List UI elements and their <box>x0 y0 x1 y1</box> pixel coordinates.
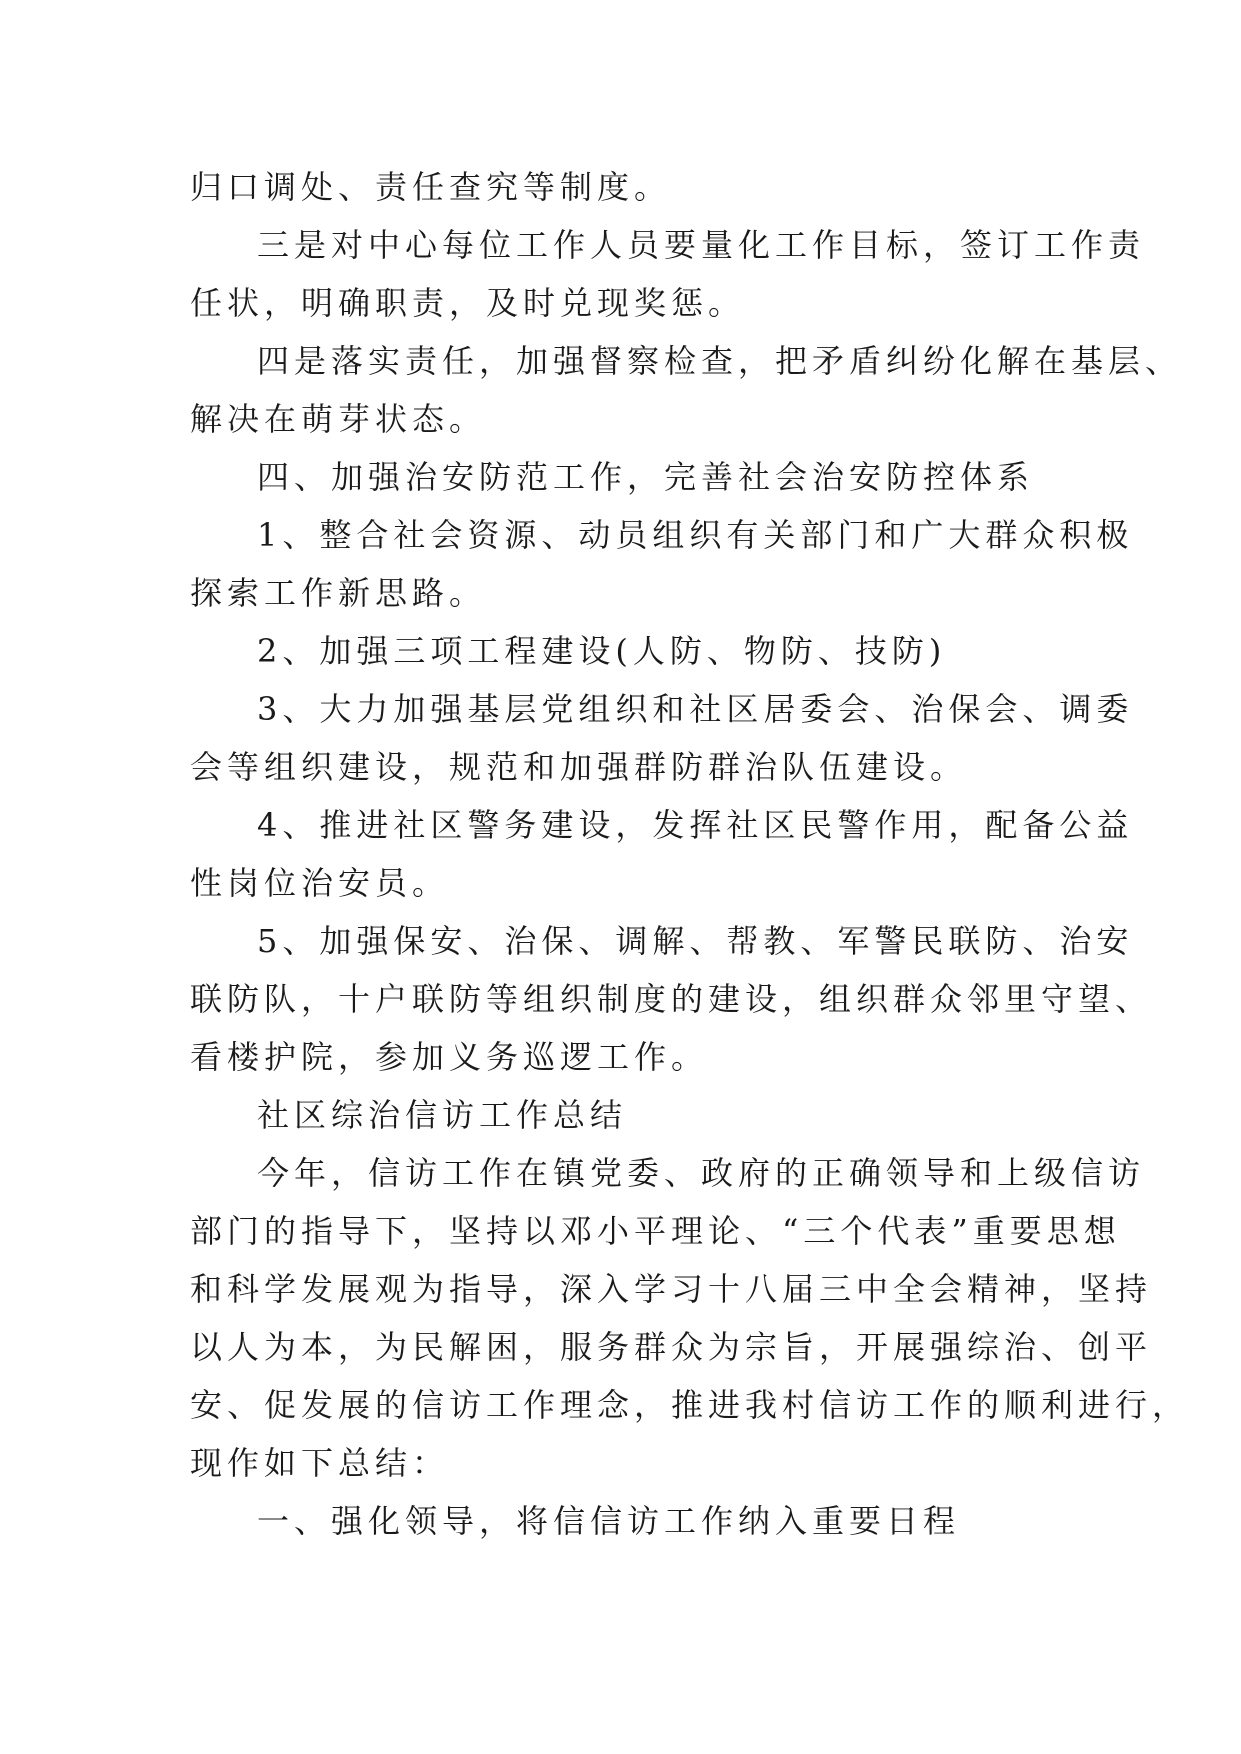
text-line: 四是落实责任，加强督察检查，把矛盾纠纷化解在基层、 <box>257 342 1183 380</box>
text-line: 今年，信访工作在镇党委、政府的正确领导和上级信访 <box>257 1154 1146 1192</box>
section-heading: 一、强化领导，将信信访工作纳入重要日程 <box>257 1502 961 1540</box>
text-line: 部门的指导下，坚持以邓小平理论、“三个代表”重要思想 <box>190 1212 1121 1250</box>
text-line: 1、整合社会资源、动员组织有关部门和广大群众积极 <box>257 516 1134 554</box>
text-line: 3、大力加强基层党组织和社区居委会、治保会、调委 <box>257 690 1134 728</box>
text-line: 现作如下总结： <box>190 1444 450 1482</box>
text-line: 解决在萌芽状态。 <box>190 400 487 438</box>
text-line: 2、加强三项工程建设(人防、物防、技防) <box>257 632 947 670</box>
document-body <box>190 158 1190 1550</box>
text-line: 任状，明确职责，及时兑现奖惩。 <box>190 284 746 322</box>
text-line: 归口调处、责任查究等制度。 <box>190 168 672 206</box>
text-line: 安、促发展的信访工作理念，推进我村信访工作的顺利进行， <box>190 1386 1190 1424</box>
section-heading: 四、加强治安防范工作，完善社会治安防控体系 <box>257 458 1035 496</box>
text-line: 看楼护院，参加义务巡逻工作。 <box>190 1038 709 1076</box>
text-line: 三是对中心每位工作人员要量化工作目标，签订工作责 <box>257 226 1146 264</box>
text-line: 4、推进社区警务建设，发挥社区民警作用，配备公益 <box>257 806 1134 844</box>
text-line: 联防队，十户联防等组织制度的建设，组织群众邻里守望、 <box>190 980 1153 1018</box>
text-line: 和科学发展观为指导，深入学习十八届三中全会精神，坚持 <box>190 1270 1153 1308</box>
text-line: 会等组织建设，规范和加强群防群治队伍建设。 <box>190 748 968 786</box>
document-title: 社区综治信访工作总结 <box>257 1096 628 1134</box>
text-line: 以人为本，为民解困，服务群众为宗旨，开展强综治、创平 <box>190 1328 1153 1366</box>
text-line: 探索工作新思路。 <box>190 574 487 612</box>
text-line: 性岗位治安员。 <box>190 864 450 902</box>
text-line: 5、加强保安、治保、调解、帮教、军警民联防、治安 <box>257 922 1134 960</box>
